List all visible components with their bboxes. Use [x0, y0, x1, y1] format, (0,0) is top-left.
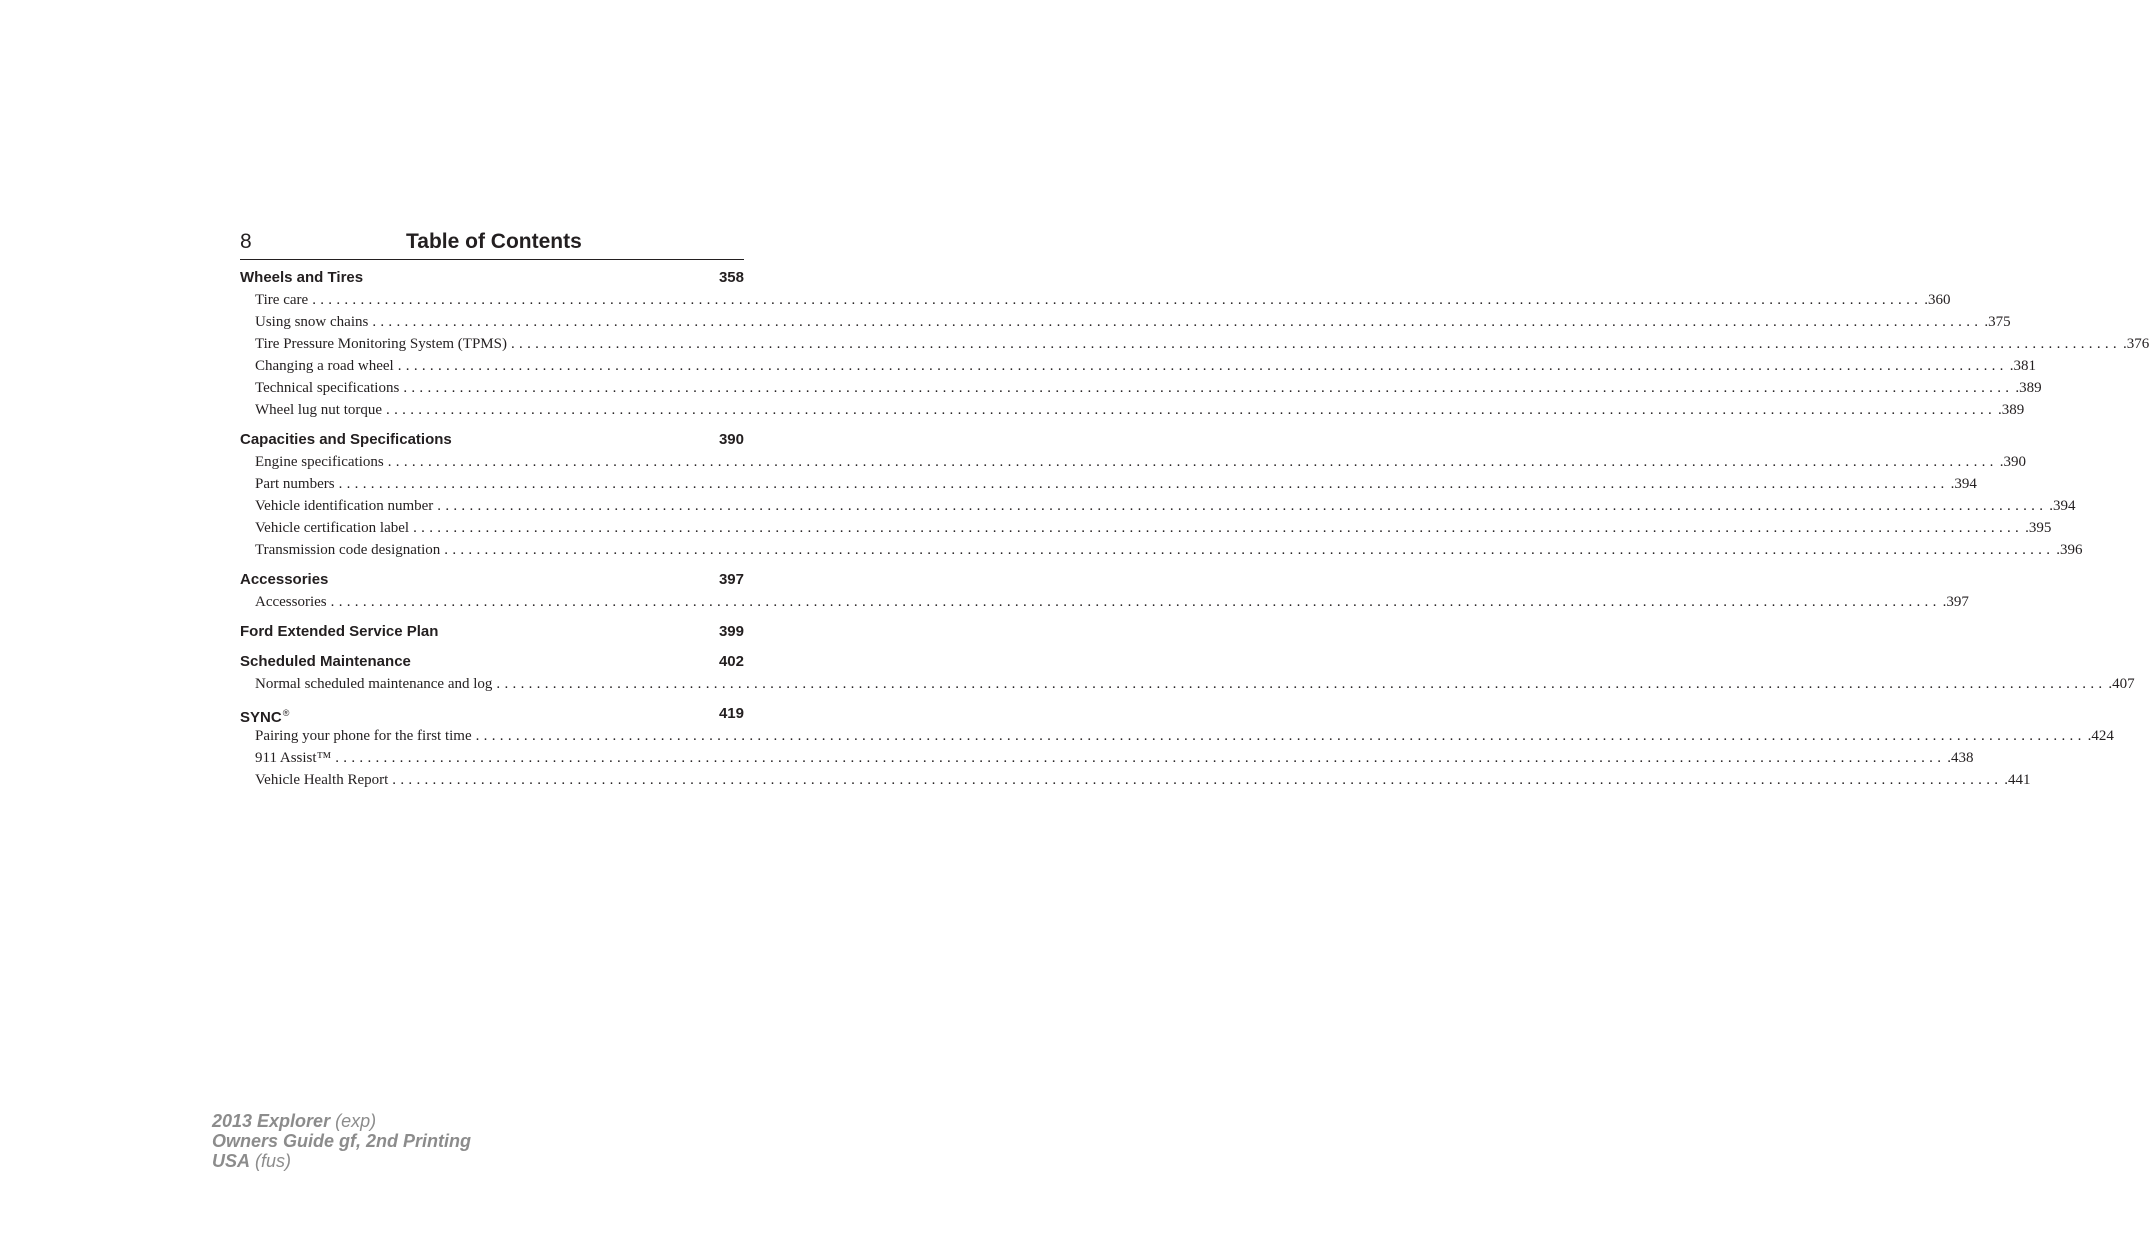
toc-section-sync — [240, 702, 2114, 791]
toc-entry[interactable] — [240, 333, 2149, 355]
toc-section-ford-extended-service-plan — [240, 620, 744, 643]
toc-section-wheels-and-tires — [240, 266, 2149, 421]
toc-entry[interactable] — [240, 673, 2135, 695]
dot-leader: ........................................................................................................................................................................................................ — [510, 336, 2121, 352]
toc-entry[interactable] — [240, 473, 1977, 495]
section-heading[interactable] — [240, 702, 744, 725]
toc-entry[interactable] — [240, 377, 2042, 399]
footer-model: 2013 Explorer — [212, 1111, 331, 1131]
section-heading[interactable] — [240, 568, 744, 591]
entry-label: Vehicle identification number — [255, 498, 434, 514]
table-of-contents — [240, 266, 2149, 798]
entry-page: .389 — [1998, 402, 2025, 418]
dot-leader: ........................................................................................................................................................................................................ — [338, 476, 1949, 492]
footer-line-model — [212, 1111, 471, 1131]
toc-entry[interactable] — [240, 747, 1974, 769]
dot-leader: ........................................................................................................................................................................................................ — [444, 542, 2055, 558]
entry-label: Accessories — [255, 594, 327, 610]
registered-mark: ® — [282, 708, 290, 718]
entry-label: Transmission code designation — [255, 542, 441, 558]
section-title: Accessories — [240, 571, 329, 588]
dot-leader: ........................................................................................................................................................................................................ — [397, 358, 2008, 374]
entry-label: Pairing your phone for the first time — [255, 728, 472, 744]
toc-entry[interactable] — [240, 451, 2026, 473]
dot-leader: ........................................................................................................................................................................................................ — [413, 520, 2024, 536]
page-title: Table of Contents — [406, 230, 582, 253]
section-heading[interactable] — [240, 266, 744, 289]
toc-entry[interactable] — [240, 399, 2025, 421]
entry-page: .438 — [1947, 750, 1974, 766]
entry-page: .381 — [2009, 358, 2036, 374]
footer-market-code: (fus) — [255, 1151, 292, 1171]
dot-leader: ........................................................................................................................................................................................................ — [387, 454, 1998, 470]
section-heading[interactable] — [240, 650, 744, 673]
entry-label: Normal scheduled maintenance and log — [255, 676, 493, 692]
entry-label: Vehicle Health Report — [255, 772, 389, 788]
entry-label: Engine specifications — [255, 454, 384, 470]
footer-line-guide — [212, 1131, 471, 1151]
section-heading[interactable] — [240, 428, 744, 451]
entry-page: .407 — [2108, 676, 2135, 692]
entry-page: .375 — [1984, 314, 2011, 330]
dot-leader: ........................................................................................................................................................................................................ — [372, 314, 1983, 330]
entry-page: .441 — [2004, 772, 2031, 788]
section-title: Capacities and Specifications — [240, 431, 452, 448]
page-header — [240, 229, 744, 260]
toc-section-accessories — [240, 568, 1969, 613]
toc-entry[interactable] — [240, 355, 2036, 377]
entry-page: .376 — [2122, 336, 2149, 352]
dot-leader: ........................................................................................................................................................................................................ — [312, 292, 1923, 308]
entry-page: .389 — [2015, 380, 2042, 396]
toc-entry[interactable] — [240, 769, 2031, 791]
entry-label: Tire Pressure Monitoring System (TPMS) — [255, 336, 507, 352]
entry-page: .394 — [2049, 498, 2076, 514]
section-title: Ford Extended Service Plan — [240, 623, 439, 640]
entry-label: Using snow chains — [255, 314, 369, 330]
section-heading[interactable] — [240, 620, 744, 643]
entry-page: .395 — [2025, 520, 2052, 536]
footer-model-code: (exp) — [335, 1111, 377, 1131]
toc-section-scheduled-maintenance — [240, 650, 2135, 695]
entry-label: Changing a road wheel — [255, 358, 394, 374]
dot-leader: ........................................................................................................................................................................................................ — [475, 728, 2086, 744]
entry-page: .360 — [1924, 292, 1951, 308]
footer-guide: Owners Guide gf, 2nd Printing — [212, 1131, 472, 1151]
entry-label: Part numbers — [255, 476, 335, 492]
section-page: 402 — [718, 653, 744, 670]
dot-leader: ........................................................................................................................................................................................................ — [386, 402, 1997, 418]
page-number: 8 — [240, 230, 252, 253]
section-title: Scheduled Maintenance — [240, 653, 411, 670]
footer-line-market — [212, 1151, 471, 1171]
toc-entry[interactable] — [240, 289, 1951, 311]
dot-leader: ........................................................................................................................................................................................................ — [437, 498, 2048, 514]
entry-label: Wheel lug nut torque — [255, 402, 383, 418]
entry-page: .397 — [1942, 594, 1969, 610]
dot-leader: ........................................................................................................................................................................................................ — [330, 594, 1941, 610]
toc-entry[interactable] — [240, 495, 2076, 517]
entry-page: .390 — [1999, 454, 2026, 470]
document-footer — [212, 1111, 471, 1171]
entry-label: 911 Assist™ — [255, 750, 332, 766]
toc-section-capacities-and-specifications — [240, 428, 2083, 561]
footer-market: USA — [212, 1151, 251, 1171]
entry-page: .424 — [2087, 728, 2114, 744]
section-title: SYNC — [240, 709, 282, 726]
entry-page: .396 — [2056, 542, 2083, 558]
entry-page: .394 — [1950, 476, 1977, 492]
dot-leader: ........................................................................................................................................................................................................ — [403, 380, 2014, 396]
toc-entry[interactable] — [240, 539, 2083, 561]
toc-entry[interactable] — [240, 591, 1969, 613]
dot-leader: ........................................................................................................................................................................................................ — [335, 750, 1946, 766]
toc-entry[interactable] — [240, 725, 2114, 747]
dot-leader: ........................................................................................................................................................................................................ — [392, 772, 2003, 788]
section-page: 358 — [718, 269, 744, 286]
dot-leader: ........................................................................................................................................................................................................ — [496, 676, 2107, 692]
toc-entry[interactable] — [240, 517, 2052, 539]
toc-entry[interactable] — [240, 311, 2011, 333]
entry-label: Technical specifications — [255, 380, 400, 396]
section-page: 390 — [718, 431, 744, 448]
section-page: 397 — [718, 571, 744, 588]
section-title: Wheels and Tires — [240, 269, 364, 286]
section-page: 399 — [718, 623, 744, 640]
section-page: 419 — [718, 705, 744, 722]
entry-label: Tire care — [255, 292, 309, 308]
section-title-wrap — [240, 702, 289, 725]
entry-label: Vehicle certification label — [255, 520, 410, 536]
